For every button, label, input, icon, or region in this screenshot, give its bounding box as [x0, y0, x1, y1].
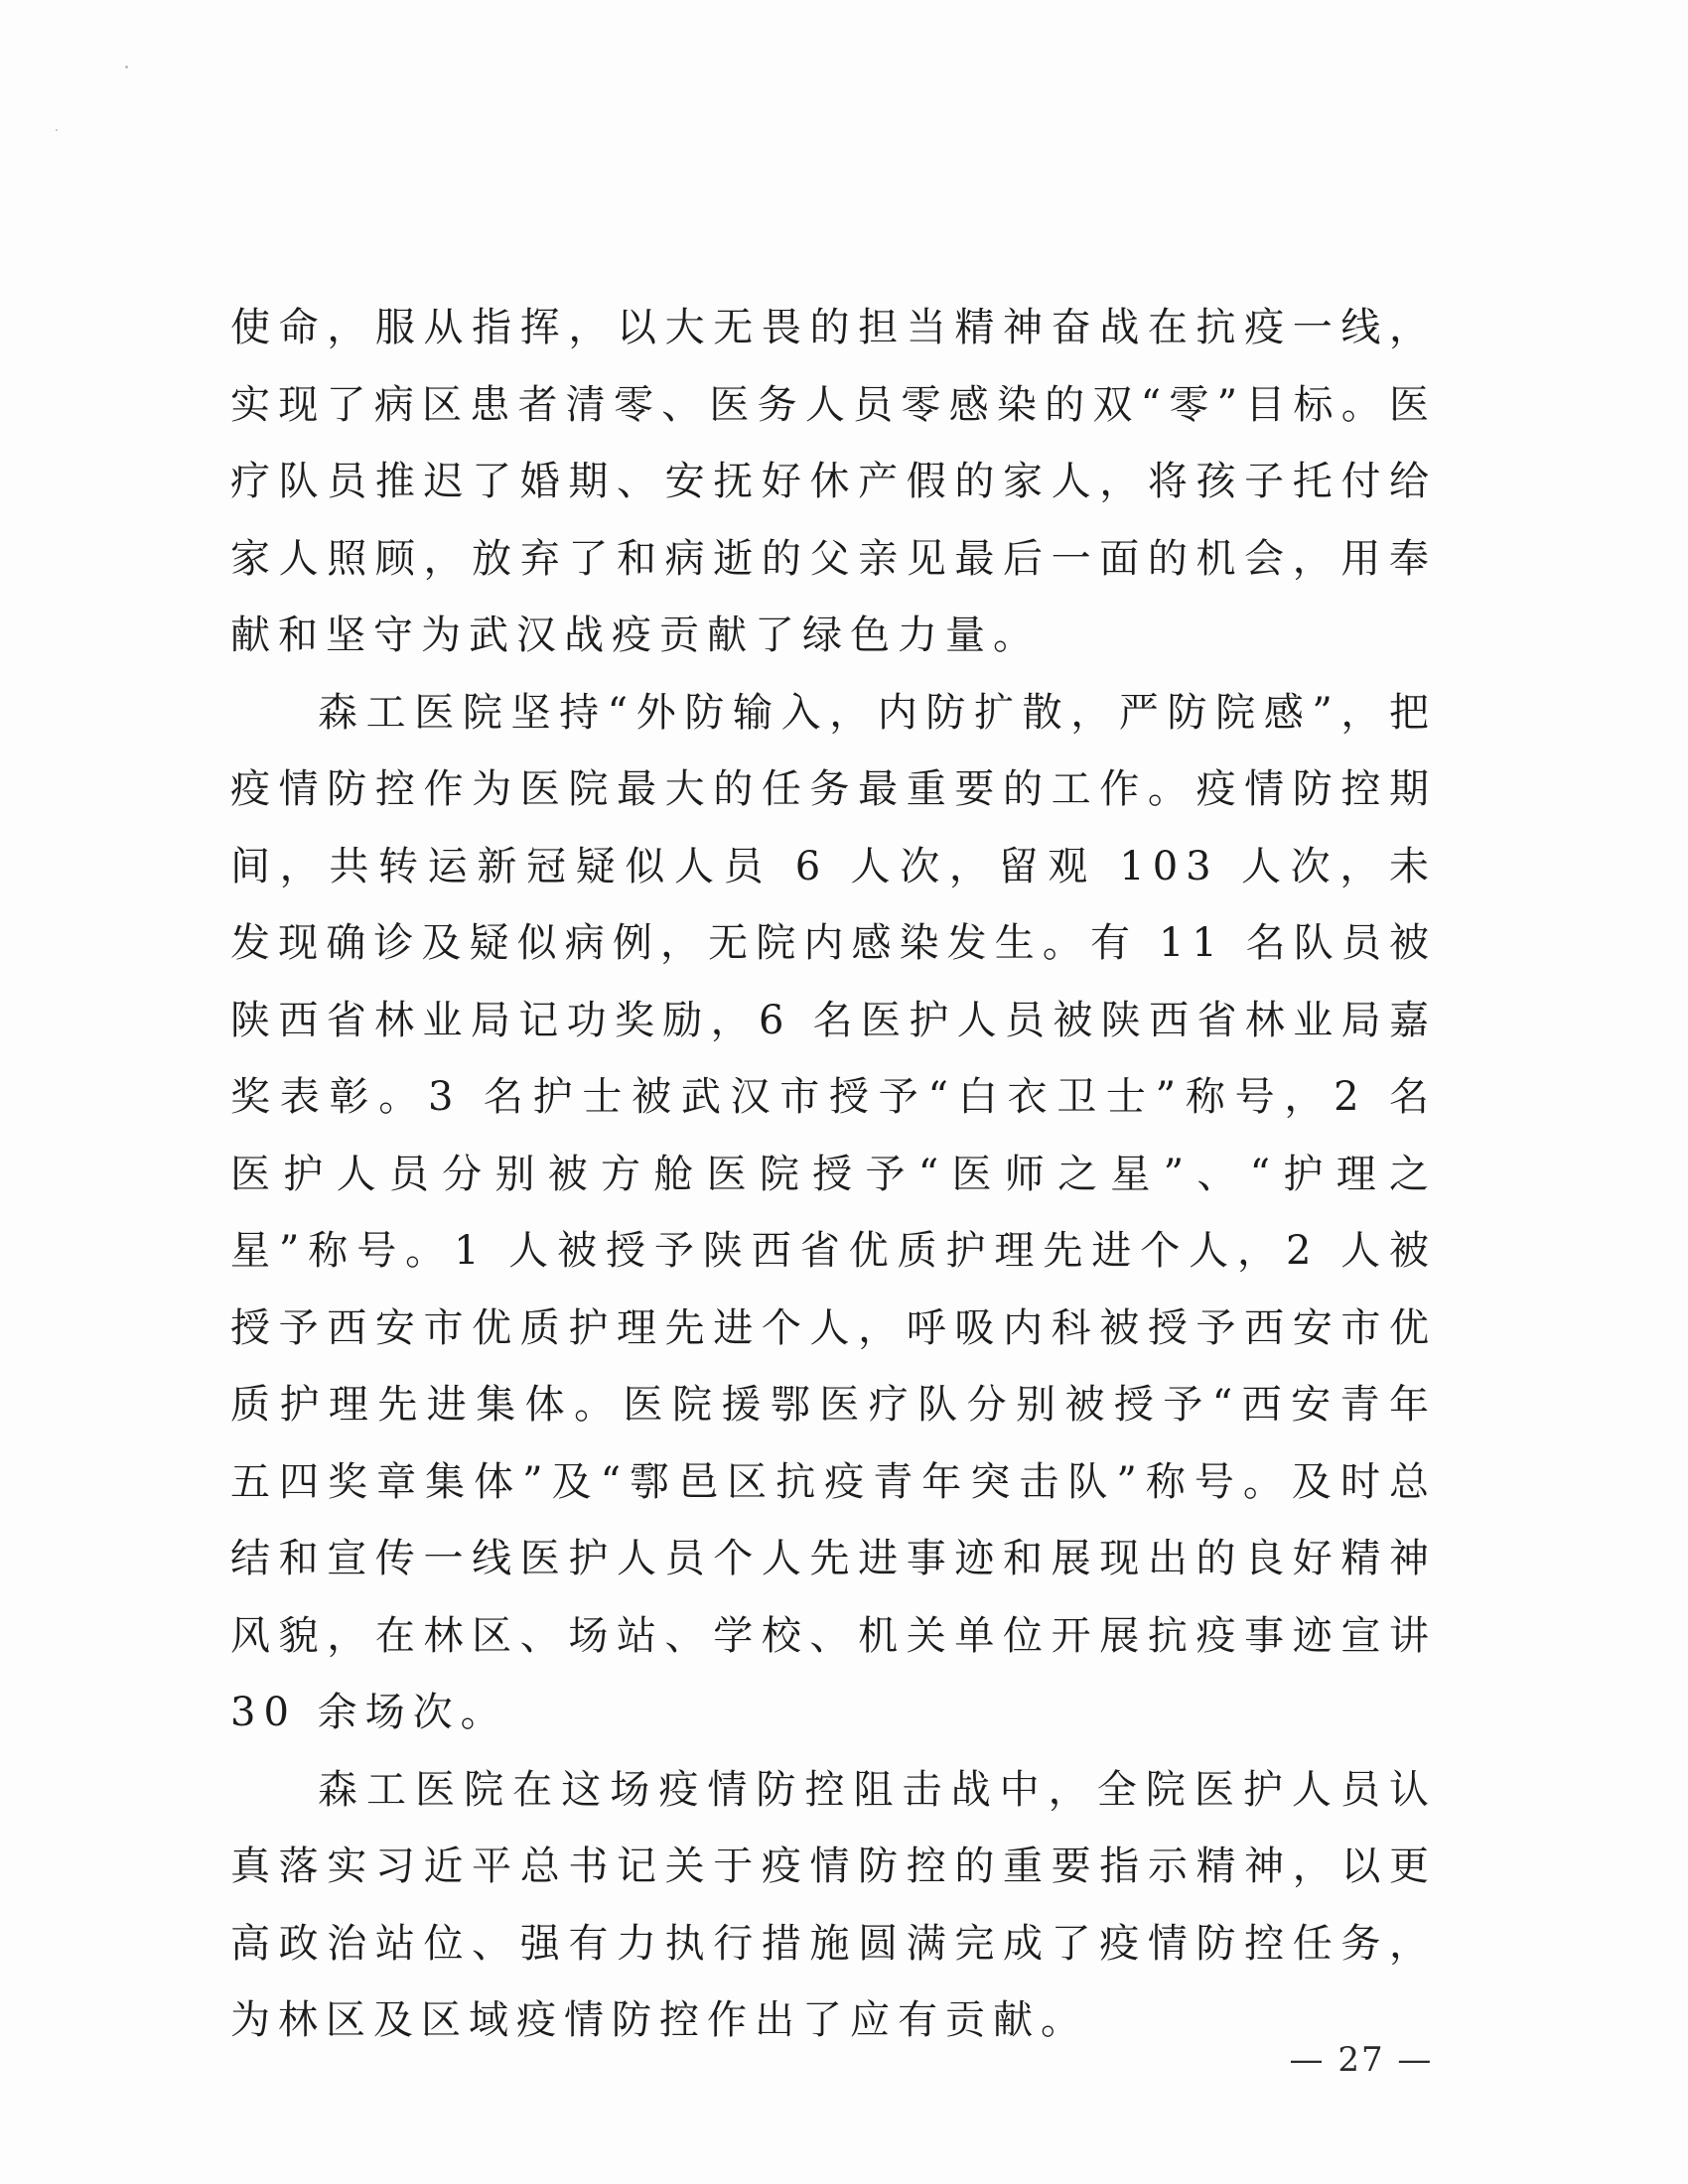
- page-number: — 27 —: [1289, 2040, 1434, 2080]
- body-text: [230, 290, 1437, 2060]
- scan-speck: [56, 129, 58, 131]
- paragraph-2: 森工医院坚持“外防输入，内防扩散，严防院感”，把疫情防控作为医院最大的任务最重要的工作。疫情防控期间，共转运新冠疑似人员 6 人次，留观 103 人次，未发现确诊及疑似病例，无院内感染发生。有 11 名队员被陕西省林业局记功奖励，6 名医护人员被陕西省林业局嘉奖表彰。3 名护士被武汉市授予“白衣卫士”称号，2 名医护人员分别被方舱医院授予“医师之星”、“护理之星”称号。1 人被授予陕西省优质护理先进个人，2 人被授予西安市优质护理先进个人，呼吸内科被授予西安市优质护理先进集体。医院援鄂医疗队分别被授予“西安青年五四奖章集体”及“鄠邑区抗疫青年突击队”称号。及时总结和宣传一线医护人员个人先进事迹和展现出的良好精神风貌，在林区、场站、学校、机关单位开展抗疫事迹宣讲 30 余场次。: [230, 689, 1437, 1735]
- paragraph-1: 使命，服从指挥，以大无畏的担当精神奋战在抗疫一线，实现了病区患者清零、医务人员零感染的双“零”目标。医疗队员推迟了婚期、安抚好休产假的家人，将孩子托付给家人照顾，放弃了和病逝的父亲见最后一面的机会，用奉献和坚守为武汉战疫贡献了绿色力量。: [230, 305, 1437, 658]
- paragraph-3: 森工医院在这场疫情防控阻击战中，全院医护人员认真落实习近平总书记关于疫情防控的重要指示精神，以更高政治站位、强有力执行措施圆满完成了疫情防控任务，为林区及区域疫情防控作出了应有贡献。: [230, 1766, 1437, 2043]
- scan-speck: [125, 66, 128, 68]
